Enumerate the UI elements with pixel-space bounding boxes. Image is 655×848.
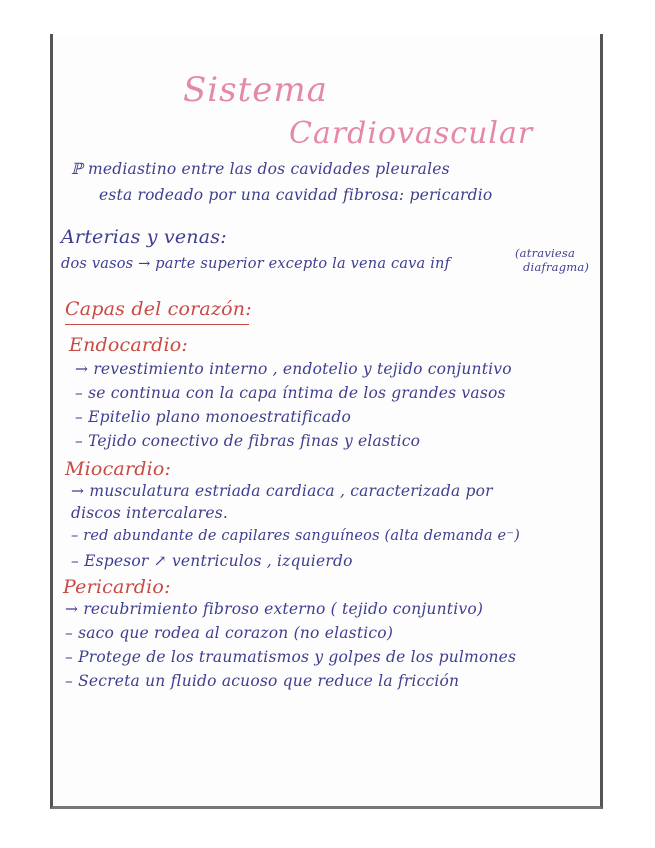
title-line-1: Sistema (183, 70, 328, 110)
miocardio-item: → musculatura estriada cardiaca , caracterizada por (71, 482, 493, 500)
arterias-line-1: dos vasos → parte superior excepto la vena cava inf (61, 256, 451, 272)
endocardio-item: – Tejido conectivo de fibras finas y elastico (75, 432, 421, 450)
intro-line-1: ℙ mediastino entre las dos cavidades pleurales (71, 160, 450, 178)
title-line-2: Cardiovascular (289, 116, 534, 151)
pericardio-heading: Pericardio: (63, 576, 171, 598)
miocardio-item: – red abundante de capilares sanguíneos (alta demanda e⁻) (71, 528, 520, 544)
intro-line-2: esta rodeado por una cavidad fibrosa: pericardio (99, 186, 493, 204)
pericardio-item: → recubrimiento fibroso externo ( tejido conjuntivo) (65, 600, 484, 618)
arterias-note-2: diafragma) (523, 260, 590, 274)
pericardio-item: – Protege de los traumatismos y golpes de los pulmones (65, 648, 517, 666)
miocardio-item: discos intercalares. (71, 504, 229, 522)
pericardio-item: – saco que rodea al corazon (no elastico) (65, 624, 394, 642)
capas-underline (65, 324, 249, 325)
miocardio-heading: Miocardio: (65, 458, 172, 480)
endocardio-heading: Endocardio: (69, 334, 189, 356)
arterias-note-1: (atraviesa (515, 246, 576, 260)
endocardio-item: – se continua con la capa íntima de los grandes vasos (75, 384, 506, 402)
endocardio-item: → revestimiento interno , endotelio y tejido conjuntivo (75, 360, 512, 378)
capas-heading: Capas del corazón: (65, 298, 252, 320)
endocardio-item: – Epitelio plano monoestratificado (75, 408, 352, 426)
notebook-sheet (50, 34, 603, 809)
miocardio-item: – Espesor ↗ ventriculos , izquierdo (71, 552, 353, 570)
pericardio-item: – Secreta un fluido acuoso que reduce la fricción (65, 672, 460, 690)
arterias-heading: Arterias y venas: (61, 226, 227, 248)
